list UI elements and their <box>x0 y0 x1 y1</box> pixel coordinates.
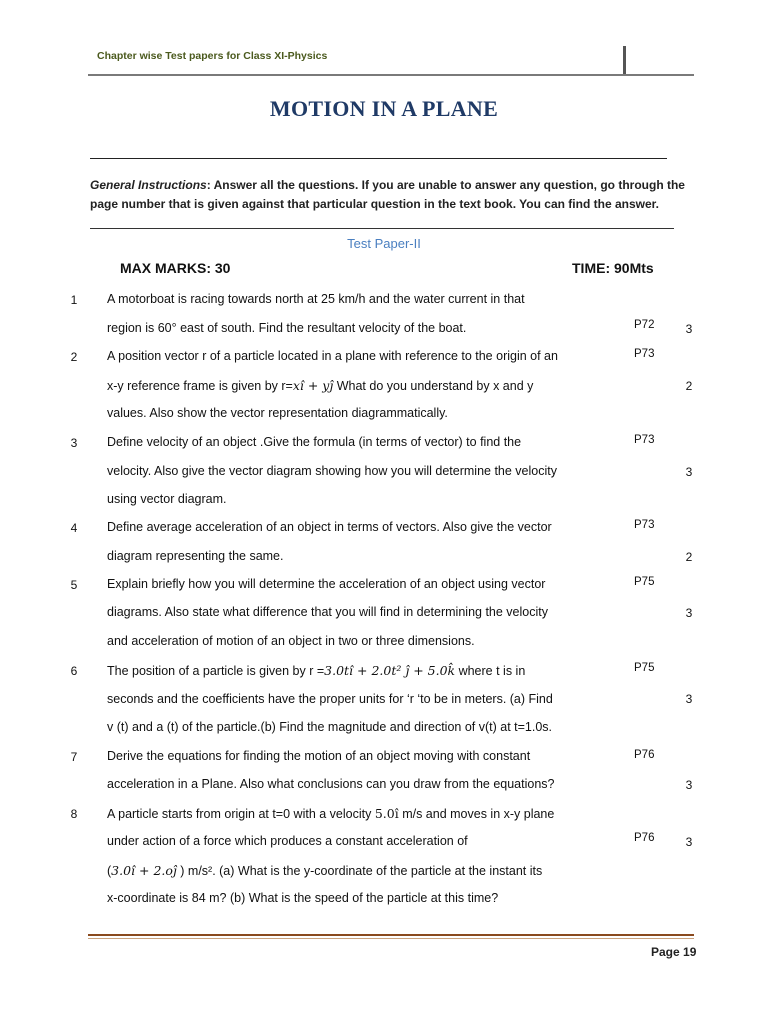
question-text-line: x-coordinate is 84 m? (b) What is the speed of the particle at this time? <box>107 891 499 905</box>
question-number: 5 <box>70 578 78 592</box>
question-marks: 3 <box>685 465 693 479</box>
question-text-line: v (t) and a (t) of the particle.(b) Find the magnitude and direction of v(t) at t=1.0s. <box>107 720 553 734</box>
question-text-line: Derive the equations for finding the motion of an object moving with constant <box>107 749 531 763</box>
page-reference: P75 <box>634 576 655 588</box>
general-instructions <box>90 176 690 214</box>
page-reference: P73 <box>634 348 655 360</box>
question-text-line <box>107 863 542 878</box>
time-allowed: TIME: 90Mts <box>572 260 654 276</box>
question-text-line: values. Also show the vector representation diagrammatically. <box>107 406 448 420</box>
question-marks: 3 <box>685 778 693 792</box>
question-text-line <box>107 663 525 678</box>
question-text-line: A position vector r of a particle located in a plane with reference to the origin of an <box>107 349 558 363</box>
question-marks: 2 <box>685 379 693 393</box>
instructions-label: General Instructions <box>90 178 207 192</box>
test-paper-subtitle: Test Paper-II <box>347 236 421 251</box>
page-reference: P73 <box>634 434 655 446</box>
running-header: Chapter wise Test papers for Class XI-Physics <box>97 50 328 62</box>
question-text-line <box>107 806 554 821</box>
question-text-line: region is 60° east of south. Find the resultant velocity of the boat. <box>107 321 467 335</box>
question-text-line <box>107 378 533 393</box>
question-text-line: Define velocity of an object .Give the formula (in terms of vector) to find the <box>107 435 522 449</box>
page-title: MOTION IN A PLANE <box>269 96 499 121</box>
question-text-line: seconds and the coefficients have the proper units for ‘r ‘to be in meters. (a) Find <box>107 692 553 706</box>
question-number: 7 <box>70 750 78 764</box>
instructions-rule <box>90 228 674 229</box>
max-marks: MAX MARKS: 30 <box>120 260 231 276</box>
page-reference: P75 <box>634 662 655 674</box>
footer-rule <box>88 934 694 936</box>
question-text-line: diagram representing the same. <box>107 549 284 563</box>
question-text-line: Define average acceleration of an object in terms of vectors. Also give the vector <box>107 520 552 534</box>
question-marks: 3 <box>685 835 693 849</box>
question-marks: 3 <box>685 692 693 706</box>
question-marks: 3 <box>685 322 693 336</box>
page-reference: P73 <box>634 519 655 531</box>
question-text-line: using vector diagram. <box>107 492 227 506</box>
text-segment: ( <box>107 864 112 878</box>
instructions-line2: page number that is given against that particular question in the text book. You can find the answer. <box>90 197 659 211</box>
math-expression: 3.0î + 2.oĵ <box>111 863 177 878</box>
text-segment: m/s and moves in x-y plane <box>398 807 555 821</box>
question-number: 6 <box>70 664 78 678</box>
footer-rule-thin <box>88 938 694 939</box>
text-segment: What do you understand by x and y <box>333 379 534 393</box>
page-number: Page 19 <box>651 945 697 959</box>
header-rule <box>88 74 694 76</box>
question-text-line: velocity. Also give the vector diagram showing how you will determine the velocity <box>107 464 557 478</box>
math-expression: xî + yĵ <box>292 378 334 393</box>
question-text-line: Explain briefly how you will determine the acceleration of an object using vector <box>107 577 546 591</box>
page-reference: P76 <box>634 832 655 844</box>
question-marks: 3 <box>685 606 693 620</box>
question-text-line: under action of a force which produces a constant acceleration of <box>107 834 468 848</box>
math-expression: 5.0î <box>374 806 399 821</box>
text-segment: where t is in <box>455 664 526 678</box>
question-number: 1 <box>70 293 78 307</box>
text-segment: ) m/s². (a) What is the y-coordinate of the particle at the instant its <box>176 864 543 878</box>
question-text-line: A motorboat is racing towards north at 25 km/h and the water current in that <box>107 292 525 306</box>
text-segment: The position of a particle is given by r = <box>107 664 325 678</box>
header-divider <box>623 46 626 74</box>
question-number: 3 <box>70 436 78 450</box>
question-number: 4 <box>70 521 78 535</box>
page-reference: P76 <box>634 749 655 761</box>
question-number: 8 <box>70 807 78 821</box>
question-text-line: and acceleration of motion of an object in two or three dimensions. <box>107 634 475 648</box>
question-marks: 2 <box>685 550 693 564</box>
page-reference: P72 <box>634 319 655 331</box>
instructions-line1: : Answer all the questions. If you are unable to answer any question, go through the <box>206 178 685 192</box>
text-segment: x-y reference frame is given by r= <box>107 379 293 393</box>
question-text-line: diagrams. Also state what difference that you will find in determining the velocity <box>107 605 548 619</box>
question-number: 2 <box>70 350 78 364</box>
title-rule <box>90 158 667 159</box>
math-expression: 3.0tî + 2.0t² ĵ + 5.0k̂ <box>324 663 456 678</box>
text-segment: A particle starts from origin at t=0 with a velocity <box>107 807 375 821</box>
question-text-line: acceleration in a Plane. Also what conclusions can you draw from the equations? <box>107 777 555 791</box>
